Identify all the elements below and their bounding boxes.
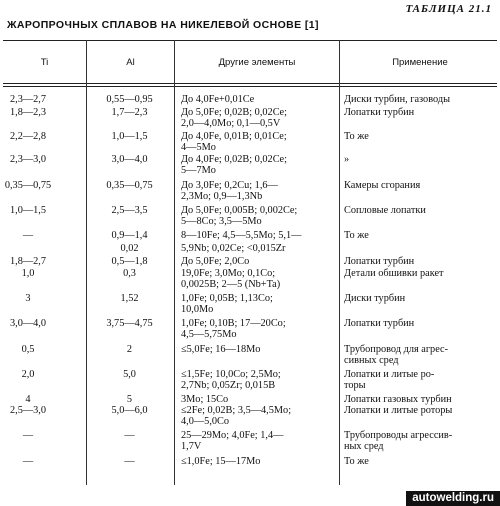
cell-other-elements: До 3,0Fe; 0,2Cu; 1,6— (181, 180, 278, 191)
cell-application: Сопловые лопатки (344, 205, 426, 216)
cell-other-elements: 2,7Nb; 0,05Zr; 0,015B (181, 380, 276, 391)
cell-ti: 1,8—2,3 (9, 107, 47, 118)
cell-other-elements: 5—8Co; 3,5—5Mo (181, 216, 262, 227)
cell-other-elements: 1,0Fe; 0,05B; 1,13Co; (181, 293, 273, 304)
cell-other-elements: 5—7Mo (181, 165, 216, 176)
cell-other-elements: До 5,0Fe; 0,005B; 0,002Ce; (181, 205, 298, 216)
cell-ti: — (22, 230, 34, 241)
cell-ti: 2,3—3,0 (9, 154, 47, 165)
cell-al: 3,0—4,0 (111, 154, 148, 165)
cell-other-elements: До 5,0Fe; 0,02B; 0,02Ce; (181, 107, 287, 118)
cell-ti: 1,0 (21, 268, 35, 279)
cell-other-elements: 1,7V (181, 441, 202, 452)
cell-other-elements: 1,0Fe; 0,10B; 17—20Co; (181, 318, 286, 329)
cell-application: Лопатки и литые роторы (344, 405, 453, 416)
column-divider-2 (174, 40, 175, 485)
cell-ti: 4 (25, 394, 31, 405)
cell-al: 0,35—0,75 (106, 180, 153, 191)
column-divider-1 (86, 40, 87, 485)
cell-application: Лопатки турбин (344, 318, 415, 329)
cell-other-elements: 2,3Mo; 0,9—1,3Nb (181, 191, 263, 202)
cell-ti: 2,5—3,0 (9, 405, 47, 416)
cell-other-elements: 4,5—5,75Mo (181, 329, 237, 340)
cell-application: Камеры сгорания (344, 180, 421, 191)
cell-other-elements: 10,0Mo (181, 304, 214, 315)
top-rule (3, 40, 497, 41)
cell-other-elements: 19,0Fe; 3,0Mo; 0,1Co; (181, 268, 276, 279)
cell-ti: — (22, 456, 34, 467)
cell-other-elements: ≤2Fe; 0,02B; 3,5—4,5Mo; (181, 405, 292, 416)
cell-al: 0,55—0,95 (106, 94, 153, 105)
cell-al: 5,0 (123, 369, 136, 380)
cell-other-elements: 5,9Nb; 0,02Ce; <0,015Zr (181, 243, 286, 254)
cell-ti: — (22, 430, 34, 441)
cell-al: 5 (126, 394, 133, 405)
cell-application: Лопатки газовых турбин (344, 394, 452, 405)
cell-al: 0,02 (120, 243, 139, 254)
cell-other-elements: ≤5,0Fe; 16—18Mo (181, 344, 261, 355)
cell-other-elements: До 4,0Fe; 0,02B; 0,02Ce; (181, 154, 287, 165)
cell-application: Трубопроводы агрессив- (344, 430, 453, 441)
table-number: ТАБЛИЦА 21.1 (405, 3, 492, 15)
cell-ti: 1,8—2,7 (9, 256, 47, 267)
cell-al: 1,7—2,3 (111, 107, 148, 118)
cell-al: — (124, 430, 135, 441)
cell-application: » (344, 154, 350, 165)
cell-ti: 2,0 (21, 369, 35, 380)
cell-ti: 3,0—4,0 (9, 318, 47, 329)
cell-other-elements: До 4,0Fe, 0,01B; 0,01Ce; (181, 131, 287, 142)
watermark: autowelding.ru (406, 491, 500, 506)
cell-al: 1,0—1,5 (111, 131, 148, 142)
header-ti: Ti (40, 57, 49, 68)
cell-al: 0,5—1,8 (111, 256, 148, 267)
header-al: Al (126, 57, 135, 68)
cell-application: Лопатки и литые ро- (344, 369, 435, 380)
cell-al: 0,3 (123, 268, 136, 279)
cell-other-elements: ≤1,5Fe; 10,0Co; 2,5Mo; (181, 369, 281, 380)
cell-al: 0,9—1,4 (111, 230, 148, 241)
cell-application: ных сред (344, 441, 384, 452)
cell-other-elements: 8—10Fe; 4,5—5,5Mo; 5,1— (181, 230, 302, 241)
cell-application: Лопатки турбин (344, 256, 415, 267)
cell-other-elements: До 5,0Fe; 2,0Co (181, 256, 250, 267)
cell-al: 5,0—6,0 (111, 405, 148, 416)
cell-application: То же (344, 131, 369, 142)
cell-application: То же (344, 230, 369, 241)
header-application: Применение (392, 57, 448, 68)
cell-other-elements: 3Mo; 15Co (181, 394, 229, 405)
cell-al: 2 (126, 344, 133, 355)
table-title: ЖАРОПРОЧНЫХ СПЛАВОВ НА НИКЕЛЕВОЙ ОСНОВЕ [1] (7, 19, 319, 31)
cell-al: 2,5—3,5 (111, 205, 148, 216)
cell-application: сивных сред (344, 355, 399, 366)
header-other-elements: Другие элементы (218, 57, 296, 68)
cell-other-elements: 0,0025B; 2—5 (Nb+Ta) (181, 279, 281, 290)
cell-application: торы (344, 380, 366, 391)
cell-other-elements: 4—5Mo (181, 142, 216, 153)
cell-application: Трубопровод для агрес- (344, 344, 449, 355)
cell-ti: 2,2—2,8 (9, 131, 47, 142)
cell-other-elements: 4,0—5,0Co (181, 416, 230, 427)
cell-ti: 3 (25, 293, 31, 304)
cell-application: Диски турбин (344, 293, 406, 304)
cell-al: — (124, 456, 135, 467)
cell-application: Детали обшивки ракет (344, 268, 444, 279)
cell-application: То же (344, 456, 369, 467)
cell-ti: 0,5 (21, 344, 35, 355)
cell-al: 1,52 (120, 293, 139, 304)
cell-other-elements: 2,0—4,0Mo; 0,1—0,5V (181, 118, 281, 129)
cell-other-elements: 25—29Mo; 4,0Fe; 1,4— (181, 430, 284, 441)
cell-al: 3,75—4,75 (106, 318, 153, 329)
cell-other-elements: До 4,0Fe+0,01Ce (181, 94, 255, 105)
header-rule-double (3, 86, 497, 87)
cell-application: Диски турбин, газоводы (344, 94, 451, 105)
header-rule (3, 83, 497, 84)
cell-application: Лопатки турбин (344, 107, 415, 118)
cell-ti: 1,0—1,5 (9, 205, 47, 216)
cell-other-elements: ≤1,0Fe; 15—17Mo (181, 456, 261, 467)
cell-ti: 2,3—2,7 (9, 94, 47, 105)
cell-ti: 0,35—0,75 (4, 180, 52, 191)
